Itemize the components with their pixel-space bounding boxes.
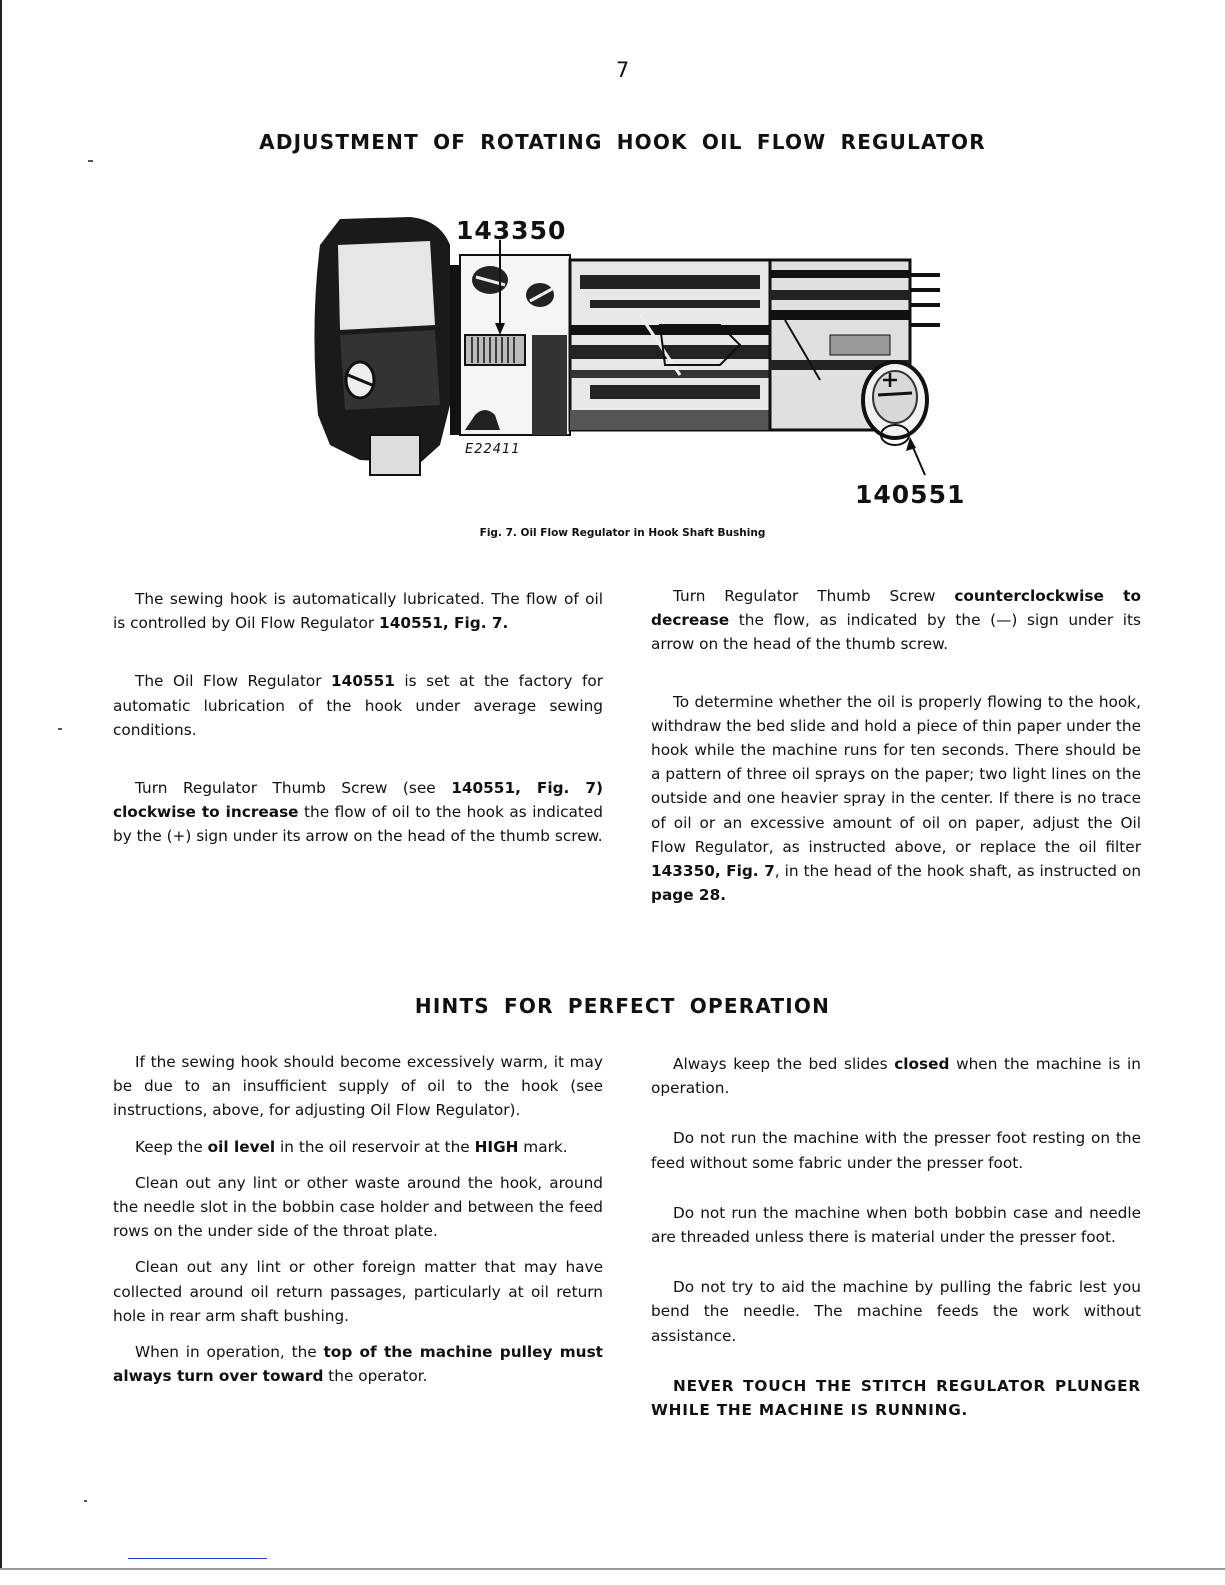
paragraph [113, 587, 603, 635]
text-run: in the oil reservoir at the [275, 1137, 475, 1156]
bold-text-run: 140551, Fig. 7) [451, 779, 603, 798]
text-run: is set at the factory for automatic lubrication of the hook under average sewing conditions. [113, 672, 604, 739]
text-run: the flow, as indicated by the (—) sign under its arrow on the head of the thumb screw. [651, 611, 1141, 654]
section-heading-hints: HINTS FOR PERFECT OPERATION [414, 994, 831, 1018]
text-run: The Oil Flow Regulator [135, 672, 332, 691]
section2-left-column [113, 1050, 603, 1388]
bold-text-run: page 28. [651, 886, 727, 905]
paragraph [113, 669, 603, 742]
paragraph [113, 1340, 603, 1388]
paragraph [113, 1255, 603, 1328]
paragraph [651, 690, 1141, 908]
figure-label-oil-filter: 143350 [456, 216, 567, 245]
text-run: Do not try to aid the machine by pulling the fabric lest you bend the needle. The machine feeds the work without assistance. [651, 1278, 1141, 1345]
bold-text-run: 140551 [331, 672, 395, 691]
bold-text-run: oil level [207, 1137, 276, 1156]
figure-caption: Fig. 7. Oil Flow Regulator in Hook Shaft Bushing [479, 527, 766, 539]
page-number: 7 [615, 58, 630, 82]
text-run: Do not run the machine when both bobbin case and needle are threaded unless there is material under the presser foot. [651, 1203, 1141, 1247]
text-run: when the machine is in operation. [651, 1055, 1141, 1098]
section1-left-column [113, 587, 603, 849]
section1-right-column [651, 584, 1141, 907]
text-run: Keep the [135, 1137, 208, 1156]
section-heading-oil-flow: ADJUSTMENT OF ROTATING HOOK OIL FLOW REGULATOR [259, 130, 986, 154]
bold-text-run: 140551, Fig. 7. [379, 614, 509, 633]
bold-text-run: top of the machine pulley must always turn over toward [113, 1343, 603, 1386]
section2-right-column [651, 1052, 1141, 1422]
text-run: When in operation, the [135, 1343, 324, 1362]
bold-text-run: 143350, Fig. 7 [651, 862, 775, 881]
text-run: Always keep the bed slides [673, 1055, 895, 1073]
text-run: Turn Regulator Thumb Screw [673, 587, 955, 605]
text-run: mark. [518, 1137, 568, 1156]
paragraph [113, 1050, 603, 1123]
warning-paragraph [651, 1374, 1141, 1422]
bold-text-run: NEVER TOUCH THE STITCH REGULATOR PLUNGER WHILE THE MACHINE IS RUNNING. [651, 1376, 1141, 1420]
text-run: , in the head of the hook shaft, as instructed on [774, 862, 1142, 881]
text-run: Do not run the machine with the presser foot resting on the feed without some fabric under the presser foot. [651, 1129, 1141, 1172]
bold-text-run: HIGH [474, 1137, 519, 1156]
text-run: Clean out any lint or other foreign matter that may have collected around oil return passages, particularly at oil return hole in rear arm shaft bushing. [113, 1258, 603, 1325]
scan-speck [88, 160, 93, 162]
bold-text-run: counterclockwise to decrease [651, 587, 1141, 630]
text-run: the operator. [323, 1367, 428, 1386]
paragraph [651, 1201, 1141, 1249]
scan-speck [58, 728, 62, 730]
bold-text-run: closed [894, 1055, 950, 1073]
text-run: The sewing hook is automatically lubricated. The flow of oil is controlled by Oil Flow Regulator [113, 590, 603, 633]
paragraph [651, 1126, 1141, 1174]
paragraph [113, 1171, 603, 1244]
paragraph [113, 776, 603, 849]
paragraph [651, 584, 1141, 657]
text-run: Clean out any lint or other waste around the hook, around the needle slot in the bobbin case holder and between the feed rows on the under side of the throat plate. [113, 1173, 603, 1241]
figure-label-part-code: E22411 [465, 442, 521, 457]
paragraph [113, 1135, 603, 1159]
text-run: To determine whether the oil is properly flowing to the hook, withdraw the bed slide and hold a piece of thin paper under the hook while the machine runs for ten seconds. There should be a pattern of three oil sprays on the paper; two light lines on the outside and one heavier spray in the center. If there is no trace of oil or an excessive amount of oil on paper, adjust the Oil Flow Regulator, as instructed above, or replace the oil filter [651, 692, 1141, 856]
scan-footer-rule [0, 1568, 1225, 1570]
paragraph [651, 1052, 1141, 1100]
page-edge [0, 0, 2, 1570]
scan-link-underline[interactable] [128, 1558, 267, 1559]
scan-speck [84, 1500, 87, 1502]
text-run: Turn Regulator Thumb Screw (see [135, 779, 452, 798]
text-run: the flow of oil to the hook as indicated by the (+) sign under its arrow on the head of the thumb screw. [113, 803, 604, 846]
hook-shaft-illustration [300, 205, 970, 515]
figure-oil-flow-regulator [300, 205, 970, 515]
bold-text-run: clockwise to increase [113, 803, 299, 822]
text-run: If the sewing hook should become excessively warm, it may be due to an insufficient supply of oil to the hook (see instructions, above, for adjusting Oil Flow Regulator). [113, 1053, 603, 1120]
paragraph [651, 1275, 1141, 1348]
figure-label-regulator: 140551 [855, 480, 966, 509]
